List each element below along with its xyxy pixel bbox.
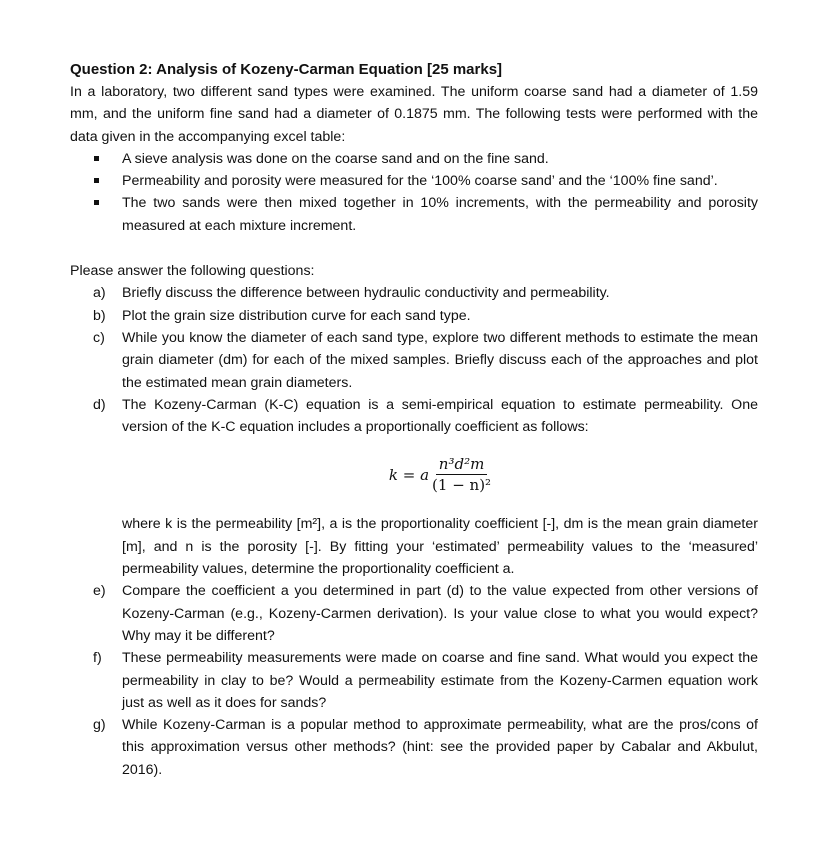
question-text: While Kozeny-Carman is a popular method to approximate permeability, what are the pros/cons of this approximation versus other methods? (hint: see the provided paper by Cabalar and Akbulut, 2016). (122, 717, 758, 778)
question-label: b) (93, 307, 106, 324)
question-c (70, 327, 758, 394)
question-label: f) (93, 650, 102, 667)
question-text: While you know the diameter of each sand type, explore two different methods to estimate the mean grain diameter (dm) for each of the mixed samples. Briefly discuss each of the approaches and plot the estimated mean grain diameters. (122, 329, 758, 391)
question-label: g) (93, 717, 106, 734)
test-list (70, 148, 758, 237)
equation-lhs: k = a (388, 465, 430, 484)
question-f (70, 647, 758, 714)
equation-explanation: where k is the permeability [m²], a is the proportionality coefficient [-], dm is the mean grain diameter [m], and n is the porosity [-]. By fitting your ‘estimated’ permeability values to the ‘measured’ permeability values, determine the proportionality coefficient a. (122, 516, 758, 578)
question-d (70, 394, 758, 580)
question-label: c) (93, 329, 105, 346)
question-text: These permeability measurements were made on coarse and fine sand. What would you expect the permeability in clay to be? Would a permeability estimate from the Kozeny-Carmen equation work just as well as it does for sands? (122, 650, 758, 711)
document-page (70, 59, 758, 781)
question-a (70, 282, 758, 304)
question-text: Compare the coefficient a you determined in part (d) to the value expected from other versions of Kozeny-Carman (e.g., Kozeny-Carmen derivation). Is your value close to what you would expect? Why may it be different? (122, 583, 758, 644)
equation-numerator: n³d²m (436, 454, 488, 475)
question-label: e) (93, 583, 106, 600)
questions-prompt: Please answer the following questions: (70, 263, 315, 280)
question-list (70, 282, 758, 781)
question-text: Plot the grain size distribution curve for each sand type. (122, 307, 471, 324)
question-g (70, 714, 758, 781)
question-label: a) (93, 285, 106, 302)
question-text: Briefly discuss the difference between hydraulic conductivity and permeability. (122, 285, 610, 302)
question-b (70, 305, 758, 327)
question-label: d) (93, 396, 106, 413)
bullet-item: Permeability and porosity were measured for the ‘100% coarse sand’ and the ‘100% fine sand’. (70, 170, 758, 192)
question-text: The Kozeny-Carman (K-C) equation is a semi-empirical equation to estimate permeability. One version of the K-C equation includes a proportionally coefficient as follows: (122, 396, 758, 436)
bullet-item: The two sands were then mixed together in 10% increments, with the permeability and porosity measured at each mixture increment. (70, 192, 758, 237)
kozeny-carman-equation (122, 454, 758, 495)
equation-denominator: (1 − n)² (432, 476, 492, 495)
question-title: Question 2: Analysis of Kozeny-Carman Equation [25 marks] (70, 61, 503, 78)
question-e (70, 580, 758, 647)
bullet-item: A sieve analysis was done on the coarse sand and on the fine sand. (70, 148, 758, 170)
intro-paragraph: In a laboratory, two different sand types were examined. The uniform coarse sand had a diameter of 1.59 mm, and the uniform fine sand had a diameter of 0.1875 mm. The following tests were performed with the data given in the accompanying excel table: (70, 84, 758, 145)
